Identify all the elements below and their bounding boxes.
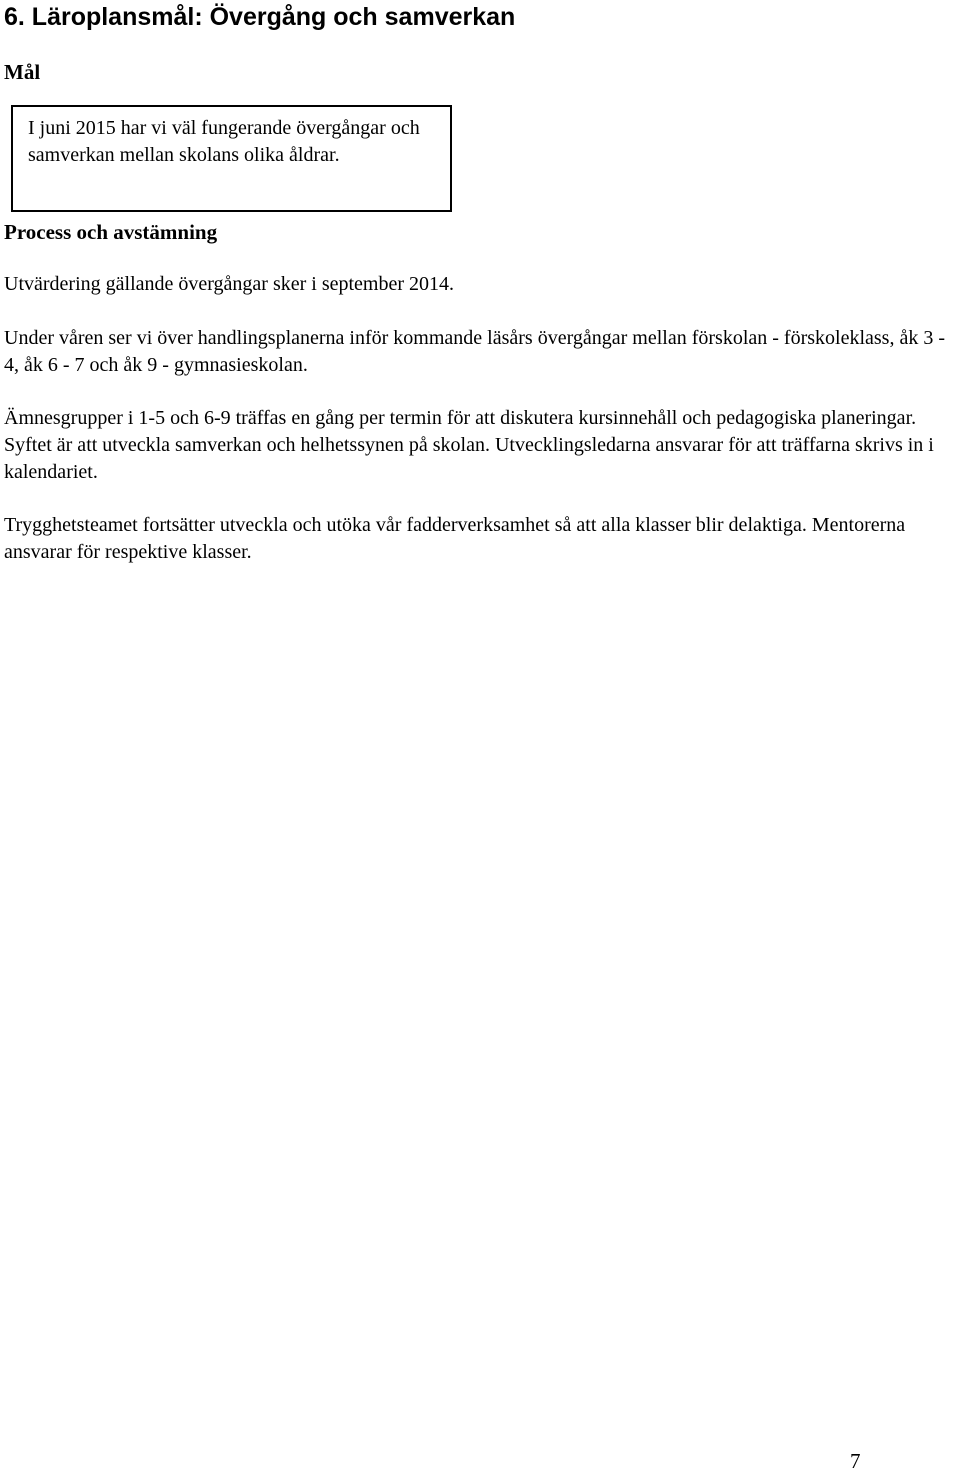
- page-number: 7: [850, 1449, 861, 1473]
- goal-box: [11, 105, 452, 212]
- process-paragraph-4: Trygghetsteamet fortsätter utveckla och utöka vår fadderverksamhet så att alla klasser blir delaktiga. Mentorerna ansvarar för respektive klasser.: [4, 514, 906, 563]
- goal-text: I juni 2015 har vi väl fungerande övergångar och samverkan mellan skolans olika åldrar.: [28, 117, 420, 166]
- goal-heading: Mål: [4, 60, 41, 84]
- section-title: 6. Läroplansmål: Övergång och samverkan: [4, 3, 516, 31]
- process-heading: Process och avstämning: [4, 220, 218, 244]
- process-paragraph-3: Ämnesgrupper i 1-5 och 6-9 träffas en gång per termin för att diskutera kursinnehåll och pedagogiska planeringar. Syftet är att utveckla samverkan och helhetssynen på skolan. Utvecklingsledarna ansvarar för att träffarna skrivs in i kalendariet.: [4, 407, 934, 483]
- process-paragraph-2: Under våren ser vi över handlingsplanerna inför kommande läsårs övergångar mellan förskolan - förskoleklass, åk 3 - 4, åk 6 - 7 och åk 9 - gymnasieskolan.: [4, 327, 945, 376]
- process-paragraph-1: Utvärdering gällande övergångar sker i september 2014.: [4, 273, 455, 295]
